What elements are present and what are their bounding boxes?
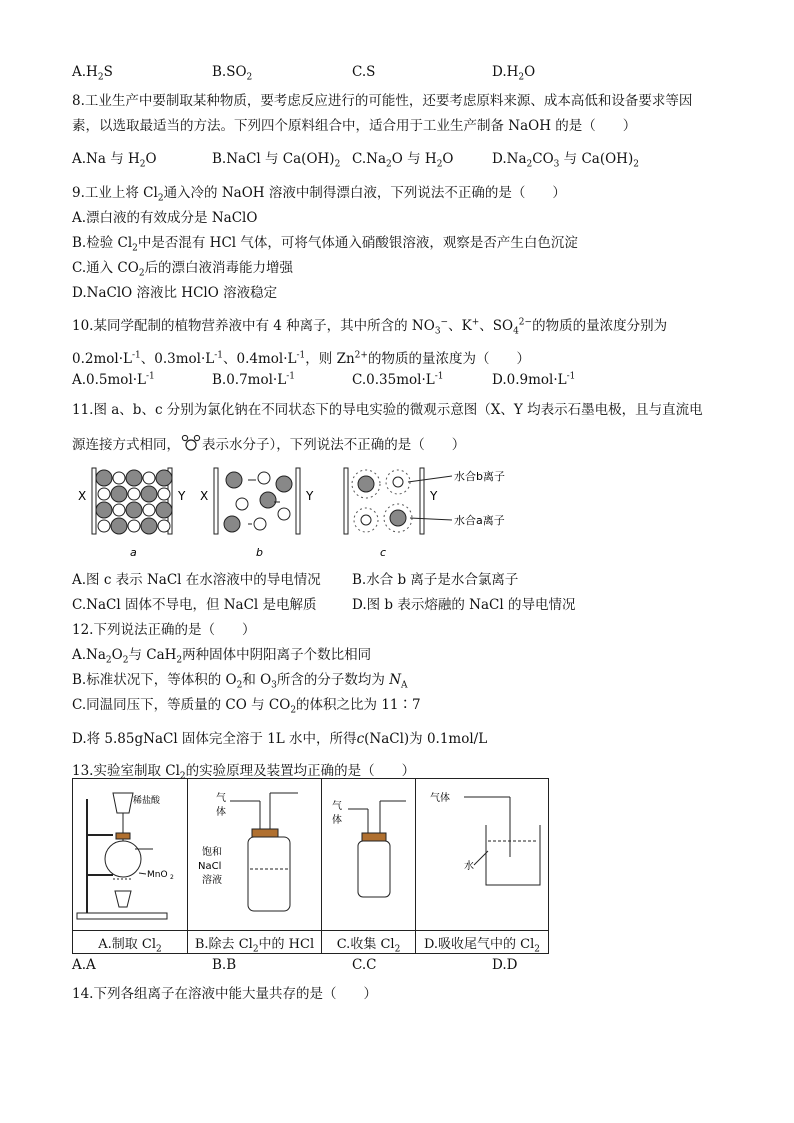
q11-option-c: C.NaCl 固体不导电，但 NaCl 是电解质 (72, 597, 317, 613)
q8-stem-line2: 素，以选取最适当的方法。下列四个原料组合中，适合用于工业生产制备 NaOH 的是（ ） (72, 118, 637, 134)
q7-option-c: C.S (352, 64, 376, 80)
q10-option-a: $A.0.5mol\cdot L^{-1}$ (72, 371, 155, 388)
lattice-anion (111, 486, 127, 502)
lattice-cation (143, 472, 155, 484)
hydrated-b-label: 水合b离子 (454, 470, 505, 483)
lattice-cation (158, 488, 170, 500)
q13-stem: 13.实验室制取 $Cl_2$的实验原理及装置均正确的是（ ） (72, 763, 416, 782)
svg-text:气体: 气体 (430, 793, 450, 804)
svg-text:Y: Y (306, 489, 314, 503)
svg-text:Y: Y (430, 489, 438, 503)
figure-a-label: a (130, 546, 137, 559)
lattice-cation (143, 504, 155, 516)
svg-text:水: 水 (464, 861, 474, 872)
q14-stem: 14.下列各组离子在溶液中能大量共存的是（ ） (72, 986, 377, 1002)
nacl-conductivity-figure (72, 462, 532, 562)
apparatus-d-absorption-beaker (416, 779, 548, 926)
q10-stem-line1: 10.某同学配制的植物营养液中有 4 种离子，其中所含的 $NO_3^-$、K+、$SO_4^{2-}$的物质的量浓度分别为 (72, 317, 668, 337)
q9-option-b: B.检验 $Cl_2$中是否混有 HCl 气体，可将气体通入硝酸银溶液，观察是否产生白色沉淀 (72, 235, 578, 254)
svg-text:体: 体 (332, 815, 342, 826)
lattice-cation (128, 488, 140, 500)
svg-text:溶液: 溶液 (202, 875, 222, 886)
lattice-anion (141, 518, 157, 534)
svg-text:NaCl: NaCl (198, 861, 222, 872)
caption-d: D.吸收尾气中的 $Cl_2$ (416, 931, 549, 954)
q8-option-c: $C.Na_2O$ 与 $H_2O$ (352, 151, 454, 170)
q12-option-a: $A.Na_2O_2$与 CaH$_2$两种固体中阴阳离子个数比相同 (72, 647, 372, 666)
lattice-anion (126, 470, 142, 486)
q10-option-d: $D.0.9mol\cdot L^{-1}$ (492, 371, 576, 388)
svg-text:气: 气 (216, 793, 226, 804)
lattice-cation (128, 520, 140, 532)
svg-text:MnO: MnO (147, 870, 168, 880)
q11-stem-line2: 源连接方式相同， 表示水分子），下列说法不正确的是（ ） (72, 433, 465, 453)
q11-option-a: A.图 c 表示 NaCl 在水溶液中的导电情况 (72, 572, 321, 588)
lattice-cation (98, 520, 110, 532)
svg-text:饱和: 饱和 (202, 847, 222, 858)
lattice-cation (113, 504, 125, 516)
q12-option-b: B.标准状况下，等体积的 $O_2$和 $O_3$所含的分子数均为 $N_A$ (72, 672, 408, 691)
q10-option-b: $B.0.7mol\cdot L^{-1}$ (212, 371, 295, 388)
svg-text:Y: Y (178, 489, 186, 503)
lattice-anion (126, 502, 142, 518)
q10-stem-line2: $0.2mol\cdot L^{-1}$、$0.3mol\cdot L^{-1}$、$0.4mol\cdot L^{-1}$，则 $Zn^{2+}$的物质的量浓度为（ ） (72, 350, 530, 367)
q7-option-a: $A.H_2S$ (72, 64, 113, 83)
q12-option-c: C.同温同压下，等质量的 CO 与 $CO_2$的体积之比为 11∶7 (72, 697, 421, 716)
caption-a: A.制取 $Cl_2$ (73, 931, 188, 954)
svg-text:气: 气 (332, 801, 342, 812)
svg-text:X: X (200, 489, 209, 503)
q9-option-a: A.漂白液的有效成分是 NaClO (72, 210, 258, 226)
q13-apparatus-table (72, 778, 549, 954)
apparatus-b-washing-bottle (188, 779, 321, 926)
figure-c-label: c (380, 546, 387, 559)
q9-stem: 9.工业上将 $Cl_2$通入冷的 NaOH 溶液中制得漂白液，下列说法不正确的是（ ） (72, 185, 566, 204)
q11-stem-line1: 11.图 a、b、c 分别为氯化钠在不同状态下的导电实验的微观示意图（X、Y 均表示石墨电极，且与直流电 (72, 402, 703, 418)
q8-option-a: A.Na 与 $H_2O$ (72, 151, 157, 170)
figure-b-label: b (256, 546, 263, 559)
q13-option-b: B.B (212, 957, 237, 973)
caption-c: C.收集 $Cl_2$ (322, 931, 416, 954)
lattice-cation (158, 520, 170, 532)
caption-b: B.除去 $Cl_2$中的 HCl (188, 931, 322, 954)
lattice-anion (156, 502, 172, 518)
svg-text:稀盐酸: 稀盐酸 (133, 796, 161, 806)
q9-option-c: C.通入 $CO_2$后的漂白液消毒能力增强 (72, 260, 294, 279)
lattice-anion (141, 486, 157, 502)
lattice-anion (111, 518, 127, 534)
water-molecule-icon (180, 434, 202, 452)
q11-option-d: D.图 b 表示熔融的 NaCl 的导电情况 (352, 597, 576, 613)
apparatus-a-generator (73, 779, 187, 926)
figure-c-aqueous (344, 468, 505, 534)
svg-text:体: 体 (216, 807, 226, 818)
q8-option-d: $D.Na_2CO_3$ 与 $Ca(OH)_2$ (492, 151, 639, 170)
q12-option-d: D.将 5.85gNaCl 固体完全溶于 1L 水中，所得c(NaCl)为 0.1mol/L (72, 731, 488, 747)
figure-b-molten (200, 468, 314, 534)
q7-option-d: $D.H_2O$ (492, 64, 536, 83)
lattice-anion (96, 470, 112, 486)
lattice-anion (156, 470, 172, 486)
hydrated-a-label: 水合a离子 (454, 514, 505, 527)
q13-option-c: C.C (352, 957, 377, 973)
figure-a-solid-lattice (78, 468, 186, 534)
apparatus-c-collection-bottle (322, 779, 415, 926)
lattice-anion (96, 502, 112, 518)
q12-stem: 12.下列说法正确的是（ ） (72, 622, 256, 638)
svg-text:2: 2 (170, 874, 174, 881)
q7-option-b: $B.SO_2$ (212, 64, 253, 83)
q13-option-d: D.D (492, 957, 518, 973)
q11-option-b: B.水合 b 离子是水合氯离子 (352, 572, 519, 588)
lattice-cation (113, 472, 125, 484)
q8-stem-line1: 8.工业生产中要制取某种物质，要考虑反应进行的可能性，还要考虑原料来源、成本高低和设备要求等因 (72, 93, 693, 109)
q9-option-d: D.NaClO 溶液比 HClO 溶液稳定 (72, 285, 278, 301)
q13-option-a: A.A (72, 957, 96, 973)
svg-text:X: X (78, 489, 87, 503)
q8-option-b: B.NaCl 与 $Ca(OH)_2$ (212, 151, 341, 170)
q10-option-c: $C.0.35mol\cdot L^{-1}$ (352, 371, 444, 388)
lattice-cation (98, 488, 110, 500)
